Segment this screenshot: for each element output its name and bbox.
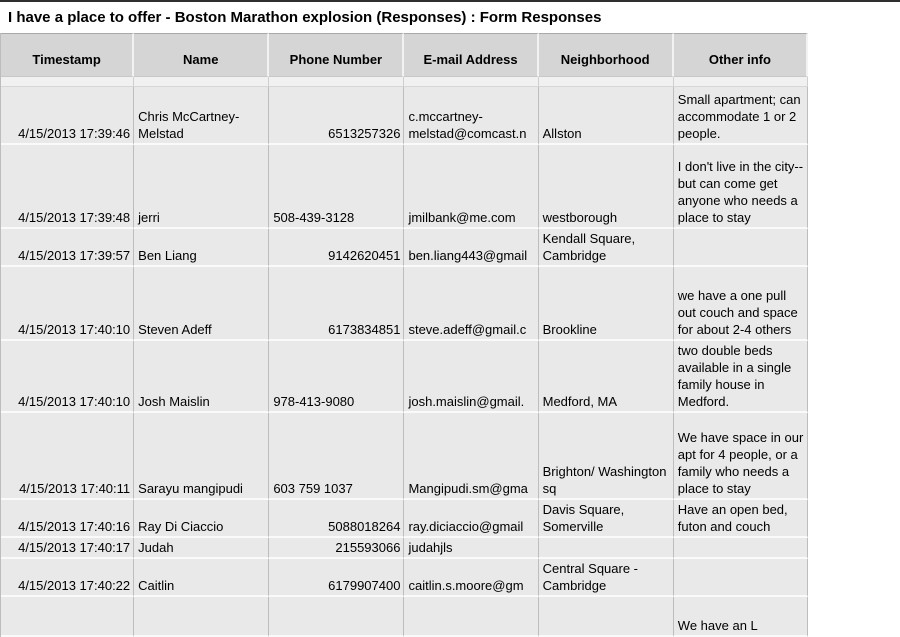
- cell-name: Ben Liang: [134, 229, 269, 267]
- table-row: [1, 267, 808, 341]
- column-header-email-address: E-mail Address: [404, 33, 538, 77]
- cell-neighborhood: Brighton/ Washington sq: [539, 413, 674, 500]
- cell-name: Chris McCartney-Melstad: [134, 87, 269, 145]
- table-row: [1, 341, 808, 413]
- cell-other_info: [674, 229, 808, 267]
- cell-phone: 215593066: [269, 538, 404, 559]
- cell-email: Mangipudi.sm@gma: [404, 413, 538, 500]
- cell-email: josh.maislin@gmail.: [404, 341, 538, 413]
- cell-other_info: We have space in our apt for 4 people, or a family who needs a place to stay: [674, 413, 808, 500]
- cell-timestamp: 4/15/2013 17:40:17: [1, 538, 134, 559]
- cell-other_info: [674, 559, 808, 597]
- cell-name: Caitlin: [134, 559, 269, 597]
- table-row: [1, 229, 808, 267]
- table-row: [1, 413, 808, 500]
- header-row: [1, 33, 808, 77]
- cell-email: ben.liang443@gmail: [404, 229, 538, 267]
- cell-other_info: two double beds available in a single family house in Medford.: [674, 341, 808, 413]
- cell-phone: 508-439-3128: [269, 145, 404, 229]
- cell-neighborhood: Allston: [539, 87, 674, 145]
- column-header-phone-number: Phone Number: [269, 33, 404, 77]
- cell-phone: 978-413-9080: [269, 341, 404, 413]
- cell-other_info: Small apartment; can accommodate 1 or 2 people.: [674, 87, 808, 145]
- cell-email: caitlin.s.moore@gm: [404, 559, 538, 597]
- column-header-other-info: Other info: [674, 33, 808, 77]
- cell-neighborhood: Kendall Square, Cambridge: [539, 229, 674, 267]
- table-row: [1, 87, 808, 145]
- cell-email: c.mccartney-melstad@comcast.n: [404, 87, 538, 145]
- cell-name: Judah: [134, 538, 269, 559]
- column-header-timestamp: Timestamp: [1, 33, 134, 77]
- cell-email: jmilbank@me.com: [404, 145, 538, 229]
- table-row: [1, 597, 808, 637]
- cell-neighborhood: Brookline: [539, 267, 674, 341]
- cell-name: Steven Adeff: [134, 267, 269, 341]
- cell-neighborhood: [539, 538, 674, 559]
- cell-phone: 9142620451: [269, 229, 404, 267]
- cell-other_info: [674, 538, 808, 559]
- cell-timestamp: 4/15/2013 17:40:22: [1, 559, 134, 597]
- table-row: [1, 559, 808, 597]
- cell-timestamp: 4/15/2013 17:40:10: [1, 341, 134, 413]
- cell-other_info: We have an L: [674, 597, 808, 637]
- column-header-name: Name: [134, 33, 269, 77]
- table-body: [1, 87, 808, 637]
- cell-neighborhood: Davis Square, Somerville: [539, 500, 674, 538]
- cell-neighborhood: [539, 597, 674, 637]
- cell-timestamp: 4/15/2013 17:39:46: [1, 87, 134, 145]
- cell-timestamp: 4/15/2013 17:40:10: [1, 267, 134, 341]
- column-header-neighborhood: Neighborhood: [539, 33, 674, 77]
- cell-email: steve.adeff@gmail.c: [404, 267, 538, 341]
- cell-other_info: Have an open bed, futon and couch: [674, 500, 808, 538]
- cell-phone: 6179907400: [269, 559, 404, 597]
- cell-neighborhood: Central Square - Cambridge: [539, 559, 674, 597]
- cell-name: Sarayu mangipudi: [134, 413, 269, 500]
- cell-name: [134, 597, 269, 637]
- cell-email: judahjls: [404, 538, 538, 559]
- cell-neighborhood: westborough: [539, 145, 674, 229]
- cell-timestamp: 4/15/2013 17:39:57: [1, 229, 134, 267]
- table-row: [1, 538, 808, 559]
- cell-phone: [269, 597, 404, 637]
- cell-name: Ray Di Ciaccio: [134, 500, 269, 538]
- cell-phone: 603 759 1037: [269, 413, 404, 500]
- blank-spacer-row: [1, 77, 808, 87]
- cell-phone: 6173834851: [269, 267, 404, 341]
- cell-phone: 6513257326: [269, 87, 404, 145]
- cell-timestamp: 4/15/2013 17:40:11: [1, 413, 134, 500]
- cell-timestamp: 4/15/2013 17:40:16: [1, 500, 134, 538]
- cell-email: ray.diciaccio@gmail: [404, 500, 538, 538]
- cell-timestamp: [1, 597, 134, 637]
- cell-phone: 5088018264: [269, 500, 404, 538]
- cell-email: [404, 597, 538, 637]
- table-row: [1, 145, 808, 229]
- cell-name: Josh Maislin: [134, 341, 269, 413]
- form-responses-table: [0, 33, 808, 637]
- cell-other_info: we have a one pull out couch and space for about 2-4 others: [674, 267, 808, 341]
- cell-timestamp: 4/15/2013 17:39:48: [1, 145, 134, 229]
- cell-other_info: I don't live in the city--but can come get anyone who needs a place to stay: [674, 145, 808, 229]
- cell-neighborhood: Medford, MA: [539, 341, 674, 413]
- page-title: I have a place to offer - Boston Marathon explosion (Responses) : Form Responses: [0, 2, 900, 33]
- cell-name: jerri: [134, 145, 269, 229]
- table-row: [1, 500, 808, 538]
